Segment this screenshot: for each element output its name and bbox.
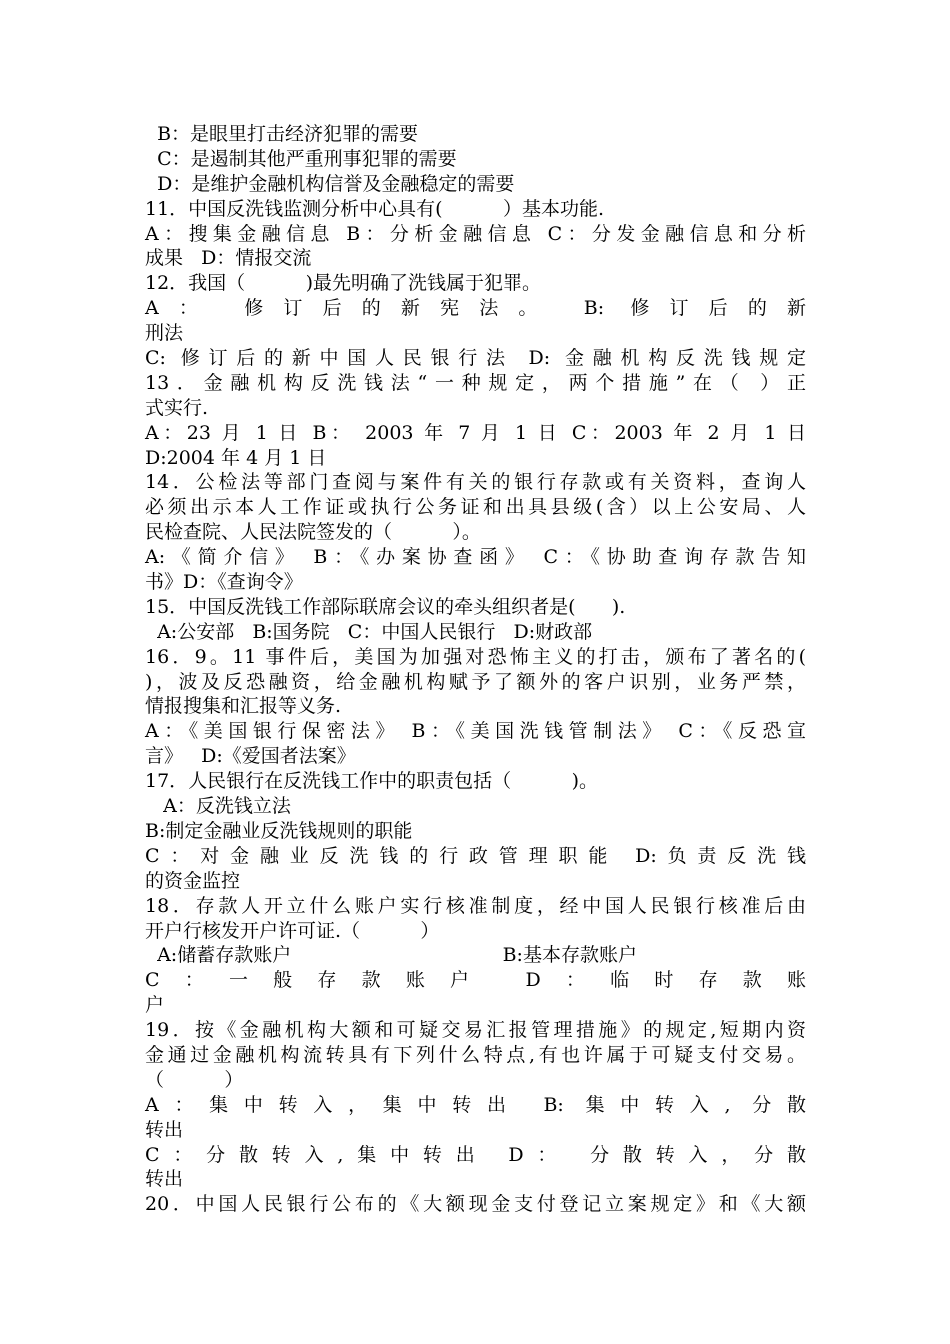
text-line: 15．中国反洗钱工作部际联席会议的牵头组织者是( ).	[145, 595, 626, 618]
text-line: 16．9。11 事件后，美国为加强对恐怖主义的打击，颁布了著名的(	[145, 645, 806, 668]
text-line: C：是遏制其他严重刑事犯罪的需要	[145, 147, 457, 170]
text-line: 开户行核发开户许可证.（ ）	[145, 919, 440, 942]
text-line: 式实行.	[145, 396, 209, 419]
text-line: 20．中国人民银行公布的《大额现金支付登记立案规定》和《大额	[145, 1193, 806, 1216]
text-line: 成果 D：情报交流	[145, 247, 312, 270]
text-line: C：分散转入,集中转出 D： 分散转入，分散	[145, 1143, 806, 1166]
text-line: A：搜集金融信息 B：分析金融信息 C：分发金融信息和分析	[145, 222, 806, 245]
text-line: （ ）	[145, 1068, 244, 1091]
text-line: C：一般存款账户 D：临时存款账	[145, 969, 806, 992]
text-line: 转出	[145, 1118, 184, 1141]
text-line: A：集中转入，集中转出 B: 集中转入, 分散	[145, 1093, 806, 1116]
text-line: 书》D：《查询令》	[145, 571, 303, 594]
text-line: 户	[145, 994, 165, 1017]
text-line: B：是眼里打击经济犯罪的需要	[145, 123, 419, 145]
text-line: 民检查院、人民法院签发的（ ）。	[145, 521, 481, 544]
text-line: A： 修订后的新宪法。 B: 修订后的新	[145, 297, 806, 320]
text-line: A:公安部 B:国务院 C：中国人民银行 D:财政部	[145, 620, 593, 643]
text-line: 14．公检法等部门查阅与案件有关的银行存款或有关资料，查询人	[145, 471, 806, 494]
text-line: A:储蓄存款账户 B:基本存款账户	[145, 944, 637, 967]
text-line: 情报搜集和汇报等义务.	[145, 695, 342, 718]
text-line: 19．按《金融机构大额和可疑交易汇报管理措施》的规定,短期内资	[145, 1019, 806, 1042]
text-line: 12．我国（ )最先明确了洗钱属于犯罪。	[145, 272, 541, 295]
text-line: 转出	[145, 1168, 184, 1191]
text-line: 刑法	[145, 322, 184, 345]
text-line: A：反洗钱立法	[145, 795, 291, 818]
text-line: A：23 月 1 日 B： 2003 年 7 月 1 日 C：2003 年 2 月 1 日	[145, 421, 806, 444]
text-line: 的资金监控	[145, 869, 241, 892]
text-line: C：对金融业反洗钱的行政管理职能 D:负责反洗钱	[145, 844, 806, 867]
text-line: C: 修订后的新中国人民银行法 D: 金融机构反洗钱规定	[145, 347, 806, 370]
text-line: B:制定金融业反洗钱规则的职能	[145, 819, 413, 842]
text-line: 11．中国反洗钱监测分析中心具有( ）基本功能.	[145, 197, 605, 220]
text-line: A：《美国银行保密法》 B：《美国洗钱管制法》 C：《反恐宣	[145, 720, 806, 743]
text-line: 18．存款人开立什么账户实行核准制度，经中国人民银行核准后由	[145, 894, 806, 917]
text-line: 言》 D:《爱国者法案》	[145, 745, 356, 768]
text-line: 必须出示本人工作证或执行公务证和出具县级(含）以上公安局、人	[145, 496, 806, 519]
document-body	[145, 122, 806, 1217]
text-line: D：是维护金融机构信誉及金融稳定的需要	[145, 172, 515, 195]
text-line: A:《简介信》 B：《办案协查函》 C：《协助查询存款告知	[145, 546, 806, 569]
text-line: )，波及反恐融资，给金融机构赋予了额外的客户识别，业务严禁，	[145, 670, 806, 693]
text-line: 17．人民银行在反洗钱工作中的职责包括（ )。	[145, 770, 598, 793]
text-line: 13．金融机构反洗钱法“一种规定，两个措施”在（ ）正	[145, 371, 806, 394]
text-line: D:2004 年 4 月 1 日	[145, 446, 327, 469]
text-line: 金通过金融机构流转具有下列什么特点,有也许属于可疑支付交易。	[145, 1043, 806, 1066]
